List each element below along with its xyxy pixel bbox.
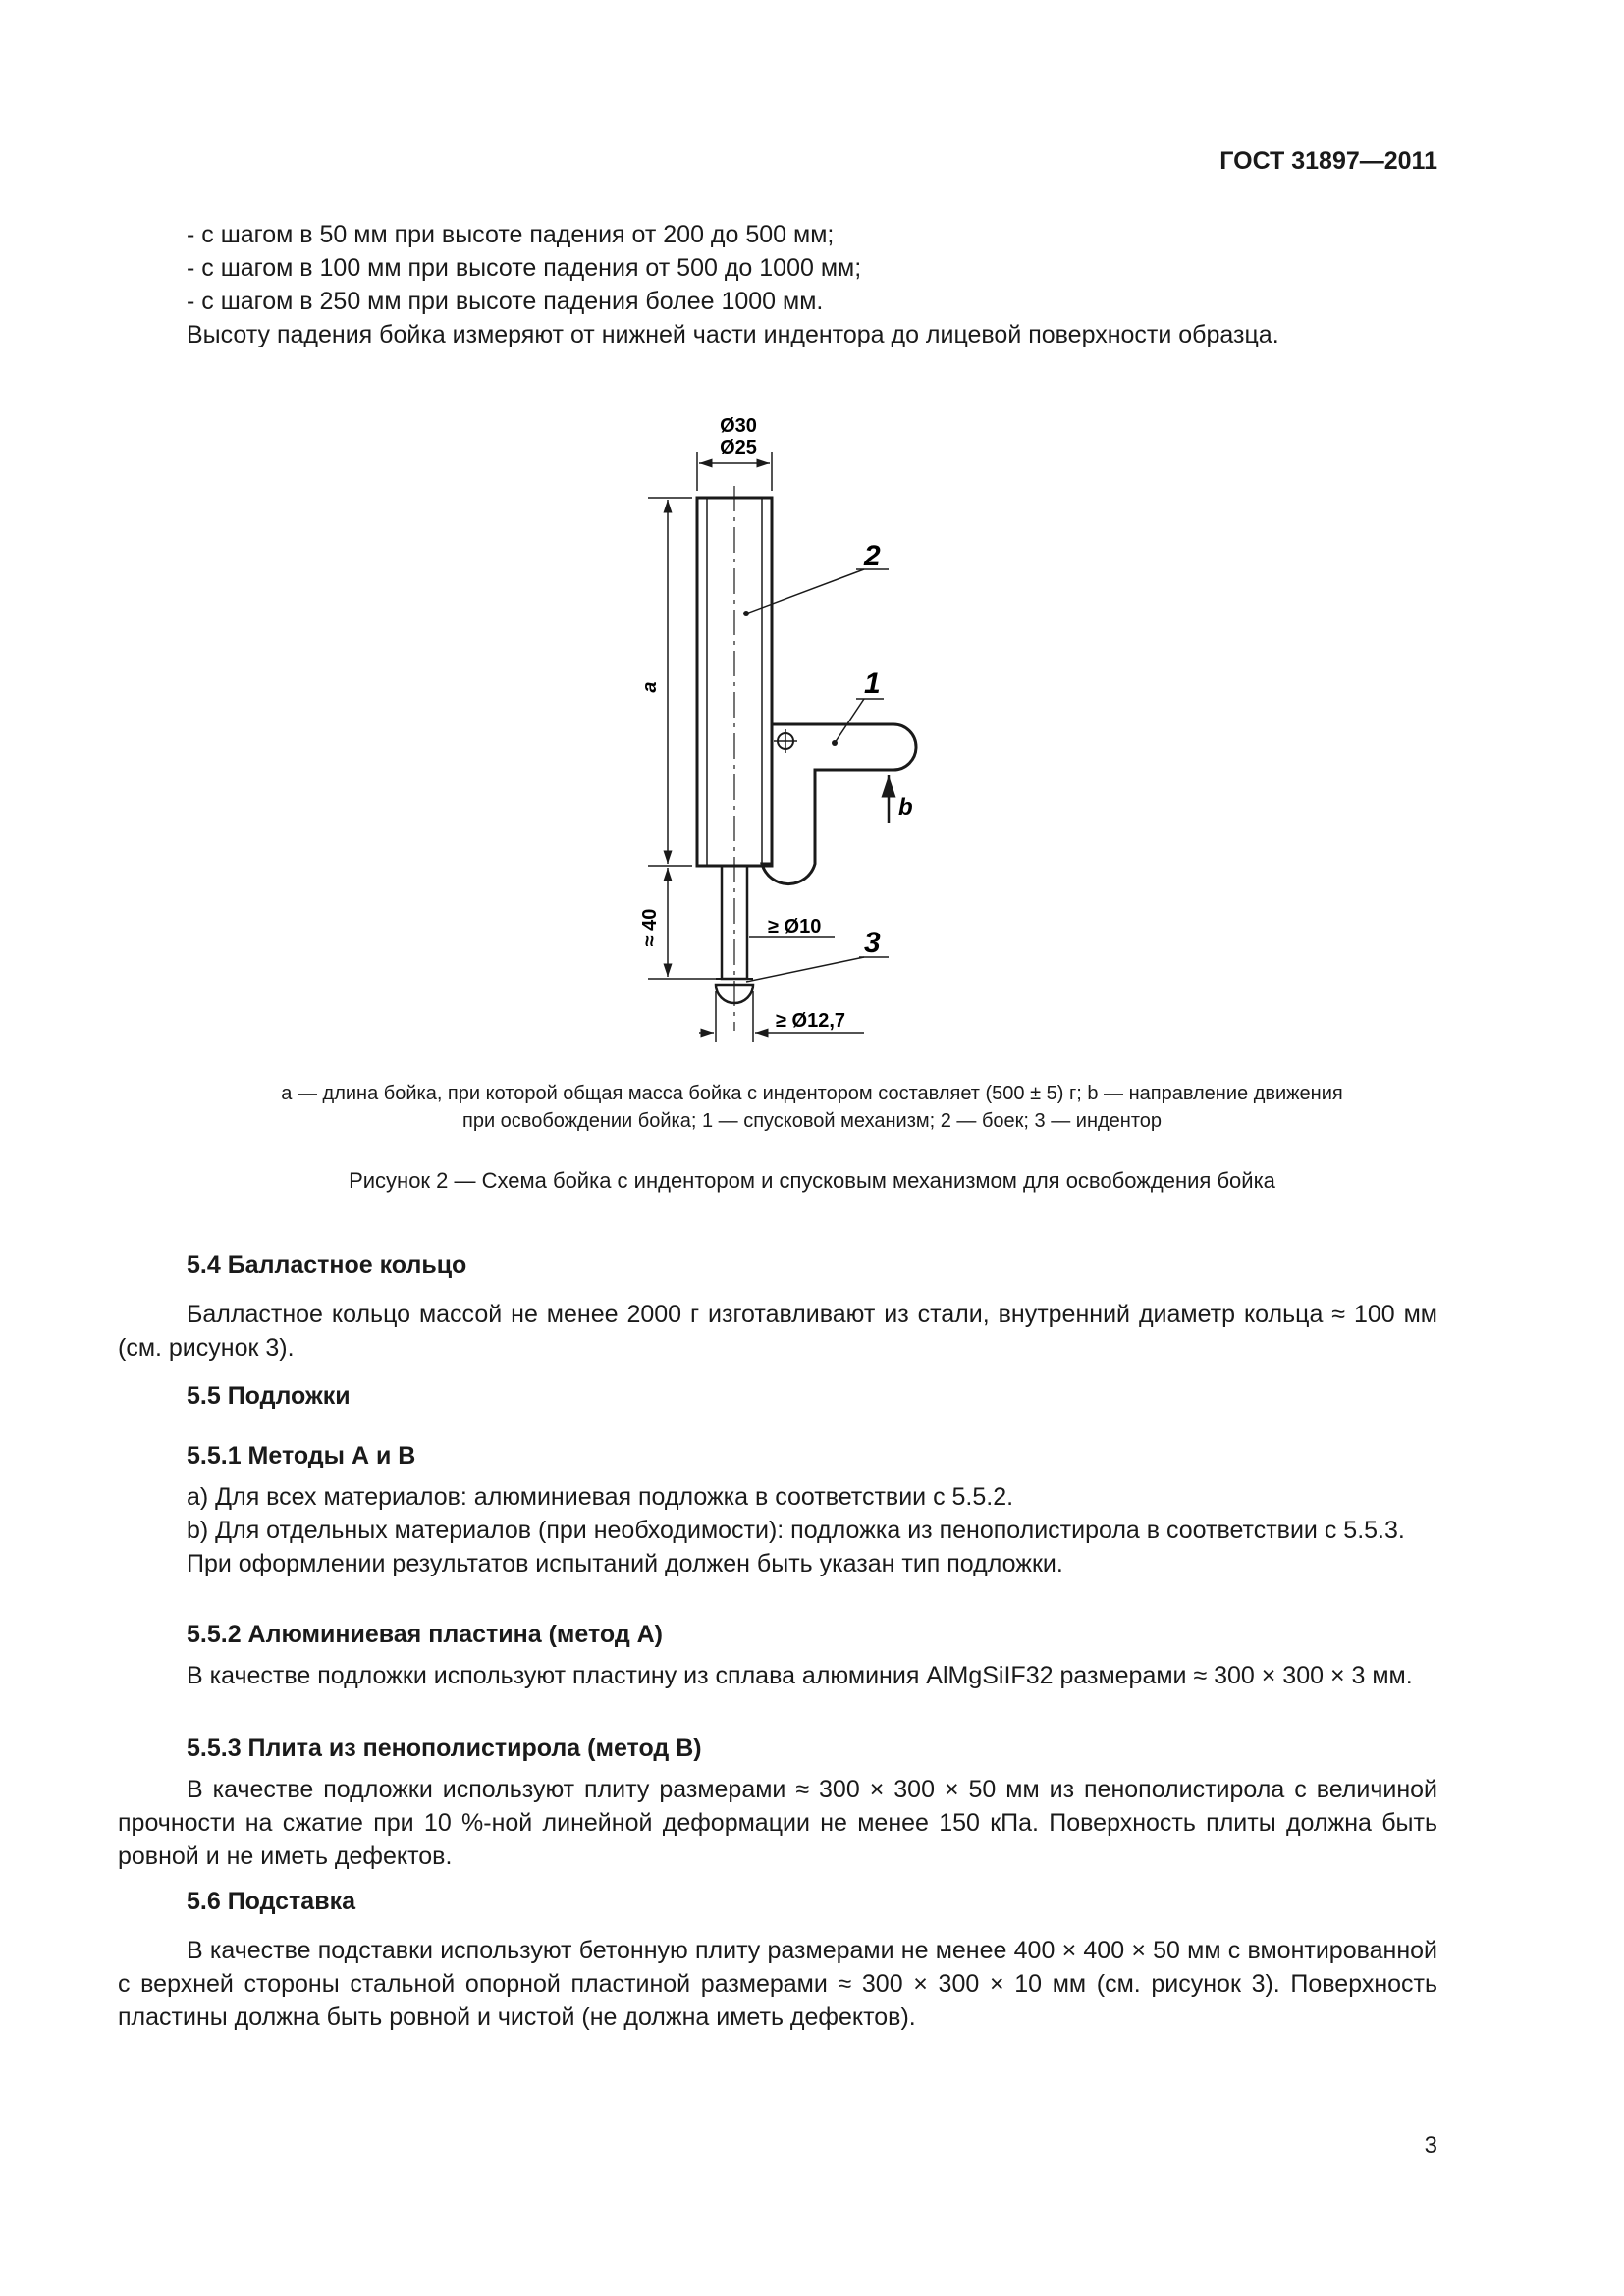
- legend-line: a — длина бойка, при которой общая масса бойка с индентором составляет (500 ± 5) г; b — направление движения: [281, 1083, 1343, 1104]
- section-title: 5.6 Подставка: [187, 1888, 355, 1915]
- dim-d25: Ø25: [720, 437, 757, 458]
- paragraph: Балластное кольцо массой не менее 2000 г изготавливают из стали, внутренний диаметр кольца ≈ 100 мм (см. рисунок 3).: [118, 1301, 1437, 1362]
- label-3: 3: [864, 927, 881, 959]
- dim-a: a: [639, 681, 661, 693]
- section-title: 5.4 Балластное кольцо: [187, 1252, 467, 1279]
- section-5-5: [118, 1379, 1437, 1413]
- dim-d30: Ø30: [720, 415, 757, 437]
- section-5-5-3: [118, 1732, 1437, 1873]
- section-title: 5.5.2 Алюминиевая пластина (метод А): [187, 1621, 664, 1648]
- label-2: 2: [864, 540, 881, 572]
- section-title: 5.5.3 Плита из пенополистирола (метод В): [187, 1735, 702, 1762]
- dim-d10: ≥ Ø10: [768, 916, 822, 937]
- standard-header: ГОСТ 31897—2011: [1219, 147, 1437, 175]
- paragraph: а) Для всех материалов: алюминиевая подложка в соответствии с 5.5.2.: [187, 1483, 1014, 1511]
- figure-caption: Рисунок 2 — Схема бойка с индентором и спусковым механизмом для освобождения бойка: [349, 1168, 1275, 1193]
- figure-legend: [147, 1080, 1477, 1135]
- section-title: 5.5.1 Методы А и В: [187, 1442, 416, 1469]
- paragraph: b) Для отдельных материалов (при необходимости): подложка из пенополистирола в соответствии с 5.5.3.: [187, 1517, 1405, 1544]
- bullet-item: - с шагом в 50 мм при высоте падения от 200 до 500 мм;: [187, 221, 835, 248]
- paragraph: В качестве подставки используют бетонную плиту размерами не менее 400 × 400 × 50 мм с вмонтированной с верхней стороны стальной опорной пластиной размерами ≈ 300 × 300 × 10 мм (см. рисунок 3). Поверхность пластины должна быть ровной и чистой (не должна иметь дефектов).: [118, 1937, 1437, 2031]
- paragraph: В качестве подложки используют плиту размерами ≈ 300 × 300 × 50 мм из пенополистирола с величиной прочности на сжатие при 10 %-ной линейной деформации не менее 150 кПа. Поверхность плиты должна быть ровной и не иметь дефектов.: [118, 1776, 1437, 1870]
- section-title: 5.5 Подложки: [187, 1382, 351, 1410]
- paragraph: При оформлении результатов испытаний должен быть указан тип подложки.: [187, 1550, 1063, 1577]
- section-5-5-2: [118, 1618, 1437, 1692]
- legend-line: при освобождении бойка; 1 — спусковой механизм; 2 — боек; 3 — индентор: [461, 1110, 1163, 1132]
- bullet-item: - с шагом в 250 мм при высоте падения более 1000 мм.: [187, 288, 824, 315]
- label-1: 1: [864, 667, 881, 700]
- section-5-4: [118, 1249, 1437, 1364]
- section-5-5-1: [118, 1439, 1437, 1580]
- bullet-item: - с шагом в 100 мм при высоте падения от 500 до 1000 мм;: [187, 254, 862, 282]
- label-b: b: [898, 794, 913, 821]
- page-number: 3: [1424, 2132, 1437, 2159]
- striker-body: [697, 498, 772, 866]
- dim-d127: ≥ Ø12,7: [776, 1010, 846, 1032]
- striker-drawing: [0, 0, 1624, 1070]
- paragraph: В качестве подложки используют пластину из сплава алюминия AlMgSiIF32 размерами ≈ 300 × 300 × 3 мм.: [187, 1662, 1413, 1689]
- dim-40: ≈ 40: [639, 908, 661, 947]
- intro-after: Высоту падения бойка измеряют от нижней части индентора до лицевой поверхности образца.: [187, 321, 1279, 348]
- section-5-6: [118, 1885, 1437, 2034]
